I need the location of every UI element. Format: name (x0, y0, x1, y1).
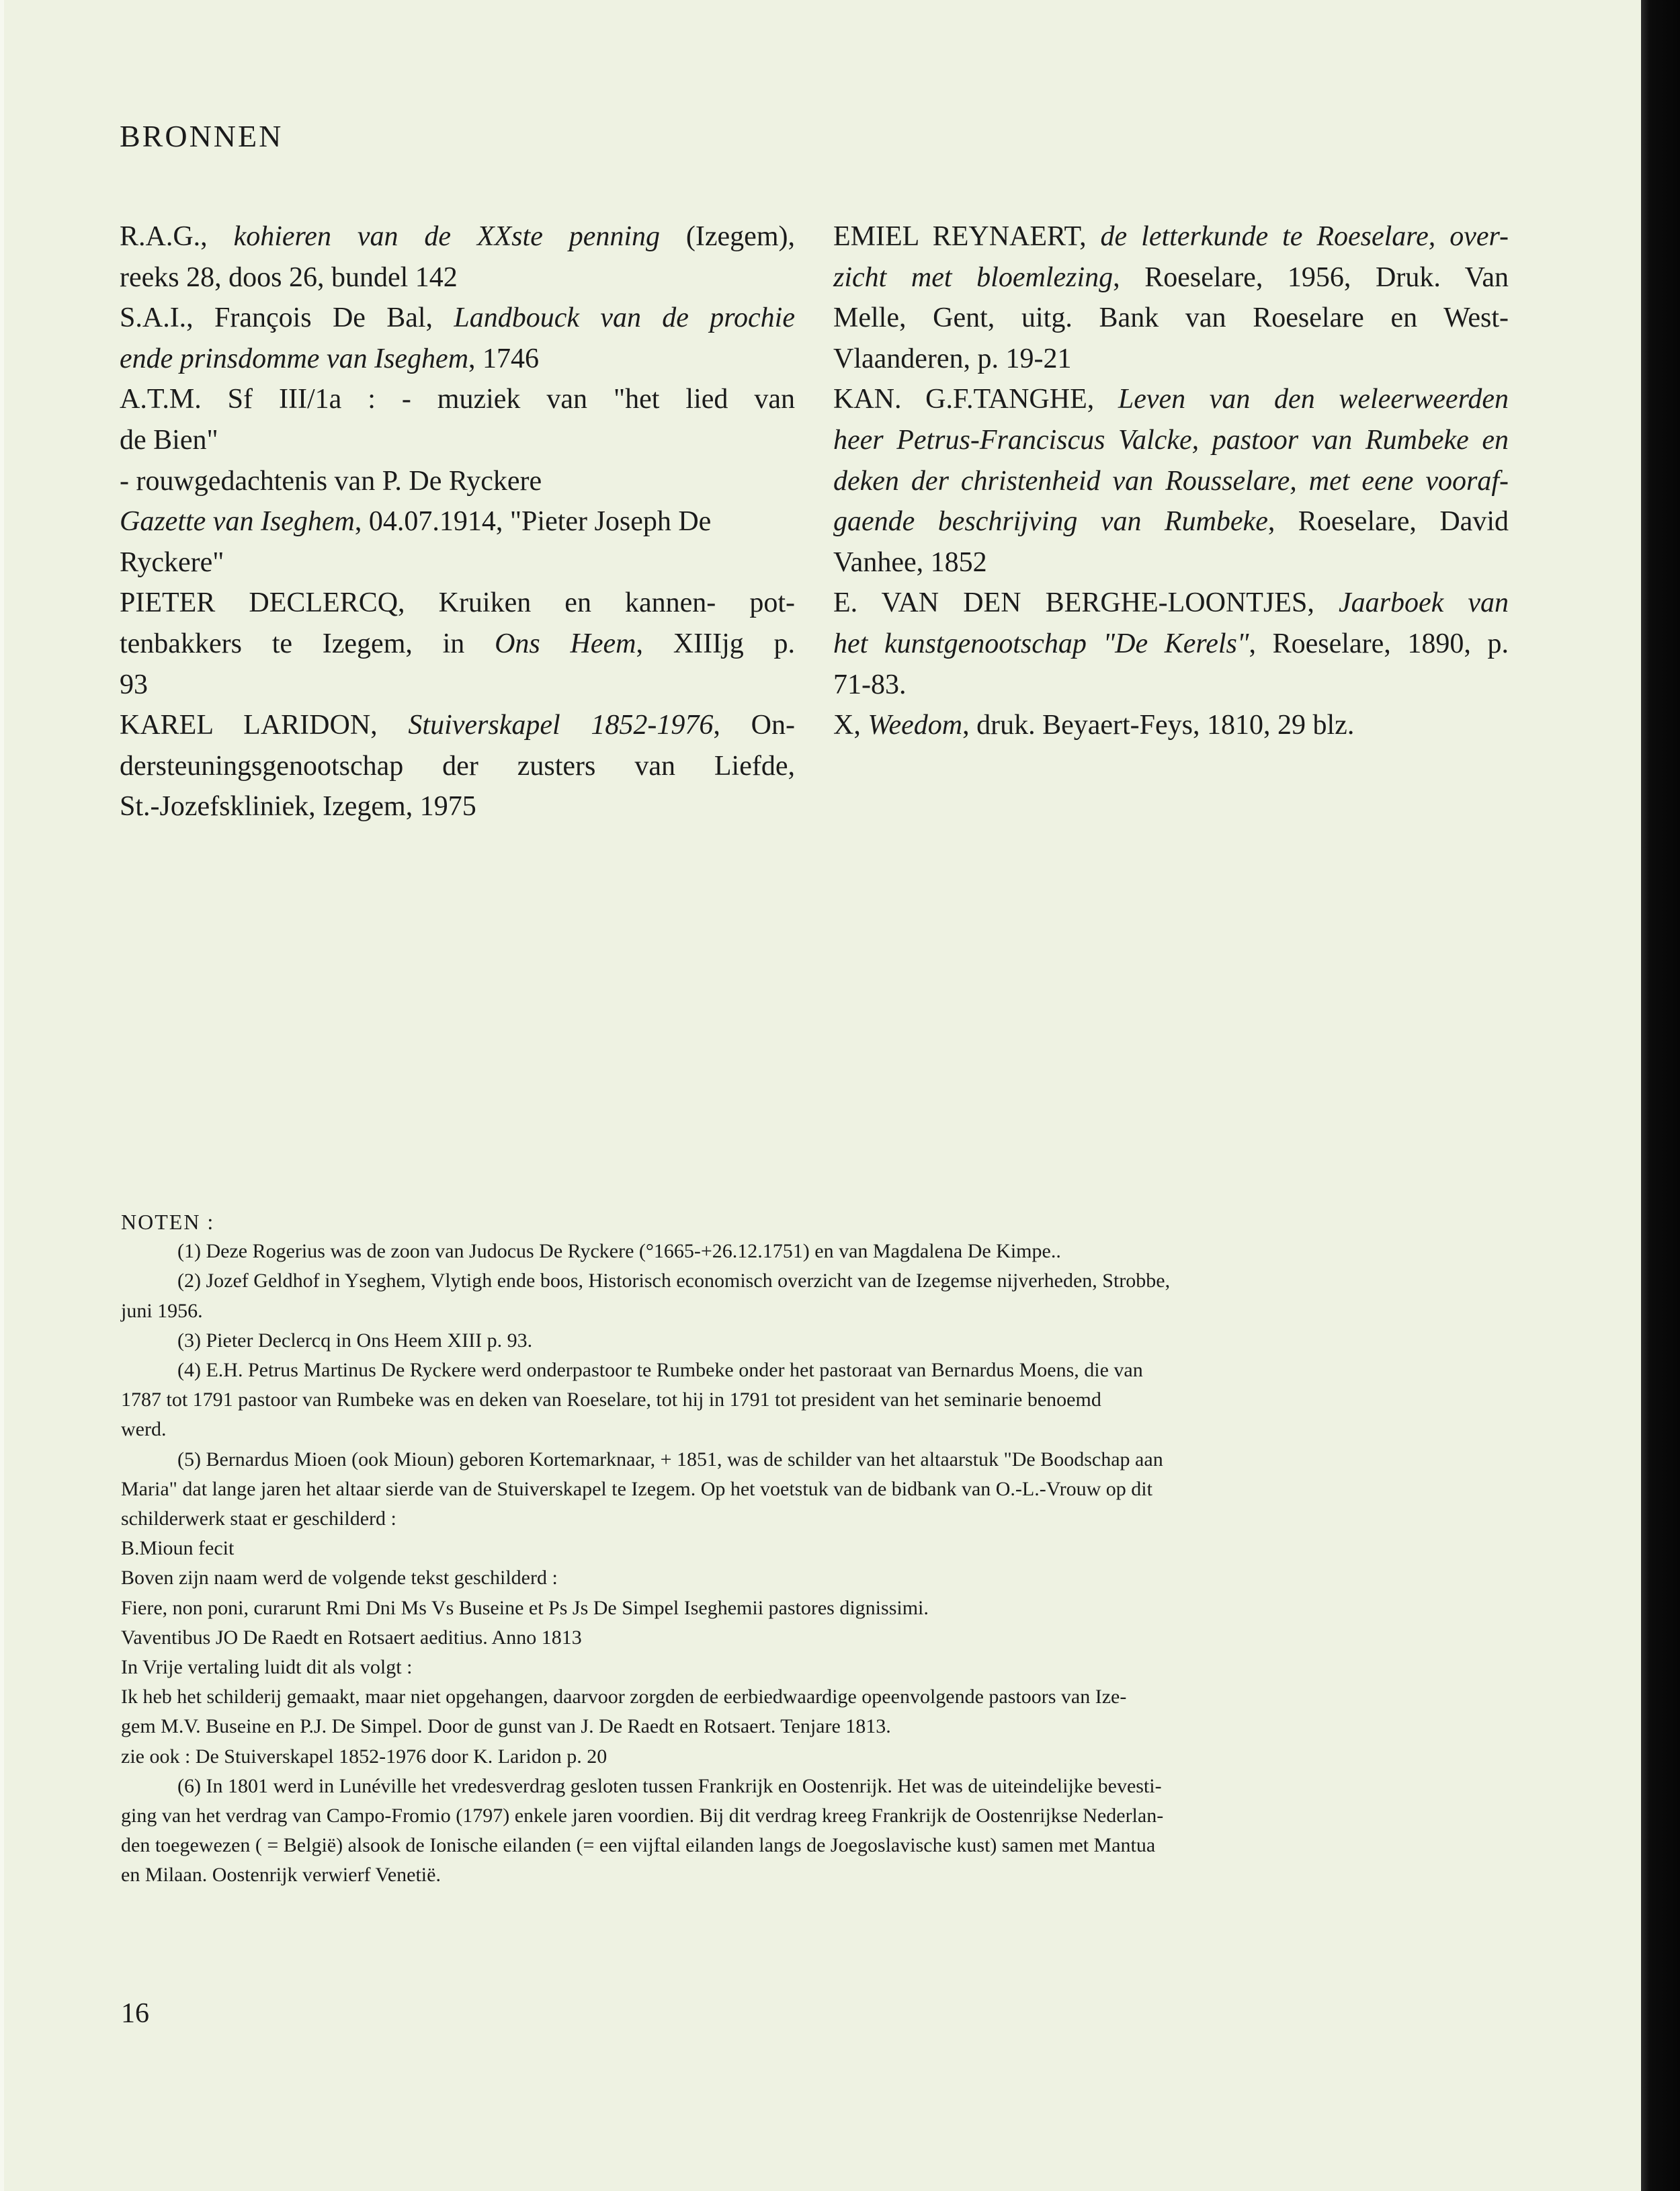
source-line (120, 786, 795, 827)
source-text: KAREL LARIDON, (120, 710, 409, 741)
source-line (120, 420, 795, 461)
source-text: ende prinsdomme van Iseghem (120, 343, 469, 374)
source-line (833, 257, 1509, 298)
source-text: PIETER DECLERCQ, Kruiken en kannen- pot- (120, 587, 795, 619)
source-line (120, 461, 795, 502)
source-text: - rouwgedachtenis van P. De Ryckere (120, 465, 542, 497)
scan-dark-edge (1641, 0, 1680, 2191)
note-line: (3) Pieter Declercq in Ons Heem XIII p. 93. (177, 1329, 533, 1352)
source-text: Weedom (868, 710, 963, 741)
source-line (833, 379, 1509, 420)
source-text: deken der christenheid van Rousselare, met eene vooraf- (833, 465, 1509, 497)
source-line (120, 746, 795, 787)
source-text: Leven van den weleerweerden (1118, 384, 1509, 415)
source-line (120, 542, 795, 583)
note-line: zie ook : De Stuiverskapel 1852-1976 door K. Laridon p. 20 (121, 1745, 607, 1768)
source-text: , druk. Beyaert-Feys, 1810, 29 blz. (962, 710, 1355, 741)
source-text: de Bien" (120, 424, 218, 456)
source-text: 71-83. (833, 669, 907, 700)
note-line: Boven zijn naam werd de volgende tekst geschilderd : (121, 1567, 558, 1589)
note-line: schilderwerk staat er geschilderd : (121, 1507, 396, 1530)
sources-left-column (120, 216, 795, 827)
source-text: Vlaanderen, p. 19-21 (833, 343, 1072, 374)
source-text: Ryckere" (120, 546, 224, 578)
source-line (833, 298, 1509, 339)
source-text: Ons Heem (495, 628, 636, 659)
source-text: , 04.07.1914, "Pieter Joseph De (354, 506, 712, 538)
source-line (120, 339, 795, 380)
note-line: juni 1956. (121, 1299, 203, 1322)
source-text: heer Petrus-Franciscus Valcke, pastoor van Rumbeke en (833, 424, 1509, 456)
source-text: Jaarboek van (1338, 587, 1509, 619)
page-number: 16 (121, 1998, 149, 2029)
note-line: en Milaan. Oostenrijk verwierf Venetië. (121, 1864, 441, 1887)
source-text: R.A.G., (120, 221, 234, 252)
source-line (120, 705, 795, 746)
source-text: 93 (120, 669, 148, 700)
source-text: St.-Jozefskliniek, Izegem, 1975 (120, 791, 476, 823)
source-line (833, 461, 1509, 502)
source-text: , On- (713, 710, 795, 741)
note-line: (5) Bernardus Mioen (ook Mioun) geboren Kortemarknaar, + 1851, was de schilder van het altaarstuk "De Boodschap aan (177, 1448, 1163, 1471)
source-line (120, 624, 795, 665)
source-text: zicht met bloemlezing (833, 261, 1114, 293)
source-line (120, 665, 795, 706)
source-text: (Izegem), (660, 221, 795, 252)
note-line: (2) Jozef Geldhof in Yseghem, Vlytigh ende boos, Historisch economisch overzicht van de Izegemse nijverheden, Strobbe, (177, 1270, 1171, 1292)
source-line (833, 420, 1509, 461)
source-text: E. VAN DEN BERGHE-LOONTJES, (833, 587, 1339, 619)
source-text: Stuiverskapel 1852-1976 (408, 710, 714, 741)
source-text: de letterkunde te Roeselare, over- (1100, 221, 1509, 252)
sources-right-column (833, 216, 1509, 746)
note-line: 1787 tot 1791 pastoor van Rumbeke was en deken van Roeselare, tot hij in 1791 tot president van het seminarie benoemd (121, 1389, 1101, 1411)
source-text: gaende beschrijving van Rumbeke (833, 506, 1268, 538)
note-line: gem M.V. Buseine en P.J. De Simpel. Door de gunst van J. De Raedt en Rotsaert. Tenjare 1813. (121, 1715, 891, 1738)
source-text: , Roeselare, 1890, p. (1249, 628, 1509, 659)
page-left-edge (0, 0, 4, 2191)
source-text: het kunstgenootschap "De Kerels" (833, 628, 1249, 659)
note-line: (6) In 1801 werd in Lunéville het vredesverdrag gesloten tussen Frankrijk en Oostenrijk. Het was de uiteindelijke bevesti- (177, 1774, 1162, 1797)
source-text: , Roeselare, 1956, Druk. Van (1113, 261, 1509, 293)
note-line: (1) Deze Rogerius was de zoon van Judocus De Ryckere (°1665-+26.12.1751) en van Magdalena De Kimpe.. (177, 1240, 1061, 1263)
source-text: Vanhee, 1852 (833, 546, 987, 578)
source-text: kohieren van de XXste penning (233, 221, 661, 252)
source-text: tenbakkers te Izegem, in (120, 628, 495, 659)
note-line: ging van het verdrag van Campo-Fromio (1797) enkele jaren voordien. Bij dit verdrag kreeg Frankrijk de Oostenrijkse Nederlan- (121, 1805, 1164, 1827)
notes-heading: NOTEN : (121, 1210, 215, 1234)
footnotes (121, 1207, 1499, 1891)
source-text: , XIIIjg p. (636, 628, 796, 659)
source-line (120, 583, 795, 624)
source-line (833, 624, 1509, 665)
source-text: , 1746 (468, 343, 540, 374)
note-line: Maria" dat lange jaren het altaar sierde van de Stuiverskapel te Izegem. Op het voetstuk van de bidbank van O.-L.-Vrouw op dit (121, 1477, 1152, 1500)
note-line: Ik heb het schilderij gemaakt, maar niet opgehangen, daarvoor zorgden de eerbiedwaardige opeenvolgende pastoors van Ize- (121, 1686, 1127, 1708)
note-line: B.Mioun fecit (121, 1537, 235, 1560)
note-line: werd. (121, 1418, 167, 1441)
source-line (120, 379, 795, 420)
section-heading: BRONNEN (120, 119, 284, 153)
source-text: reeks 28, doos 26, bundel 142 (120, 261, 458, 293)
source-text: A.T.M. Sf III/1a : - muziek van "het lied van (120, 384, 795, 415)
source-line (120, 501, 795, 542)
note-line: den toegewezen ( = België) alsook de Ionische eilanden (= een vijftal eilanden langs de Joegoslavische kust) samen met Mantua (121, 1834, 1156, 1857)
source-text: S.A.I., François De Bal, (120, 302, 454, 334)
note-line: (4) E.H. Petrus Martinus De Ryckere werd onderpastoor te Rumbeke onder het pastoraat van Bernardus Moens, die van (177, 1359, 1143, 1382)
source-line (833, 583, 1509, 624)
note-line: Vaventibus JO De Raedt en Rotsaert aeditius. Anno 1813 (121, 1626, 582, 1649)
source-line (833, 705, 1509, 746)
note-line: Fiere, non poni, curarunt Rmi Dni Ms Vs Buseine et Ps Js De Simpel Iseghemii pastores dignissimi. (121, 1596, 929, 1619)
source-text: Melle, Gent, uitg. Bank van Roeselare en West- (833, 302, 1509, 334)
source-line (833, 501, 1509, 542)
source-text: EMIEL REYNAERT, (833, 221, 1101, 252)
source-text: X, (833, 710, 868, 741)
source-line (833, 542, 1509, 583)
source-line (120, 298, 795, 339)
source-line (833, 665, 1509, 706)
source-line (120, 216, 795, 257)
source-line (120, 257, 795, 298)
source-line (833, 339, 1509, 380)
source-text: , Roeselare, David (1267, 506, 1509, 538)
source-text: dersteuningsgenootschap der zusters van Liefde, (120, 750, 795, 782)
source-line (833, 216, 1509, 257)
source-text: Gazette van Iseghem (120, 506, 355, 538)
source-text: KAN. G.F.TANGHE, (833, 384, 1118, 415)
source-text: Landbouck van de prochie (454, 302, 795, 334)
note-line: In Vrije vertaling luidt dit als volgt : (121, 1656, 413, 1679)
